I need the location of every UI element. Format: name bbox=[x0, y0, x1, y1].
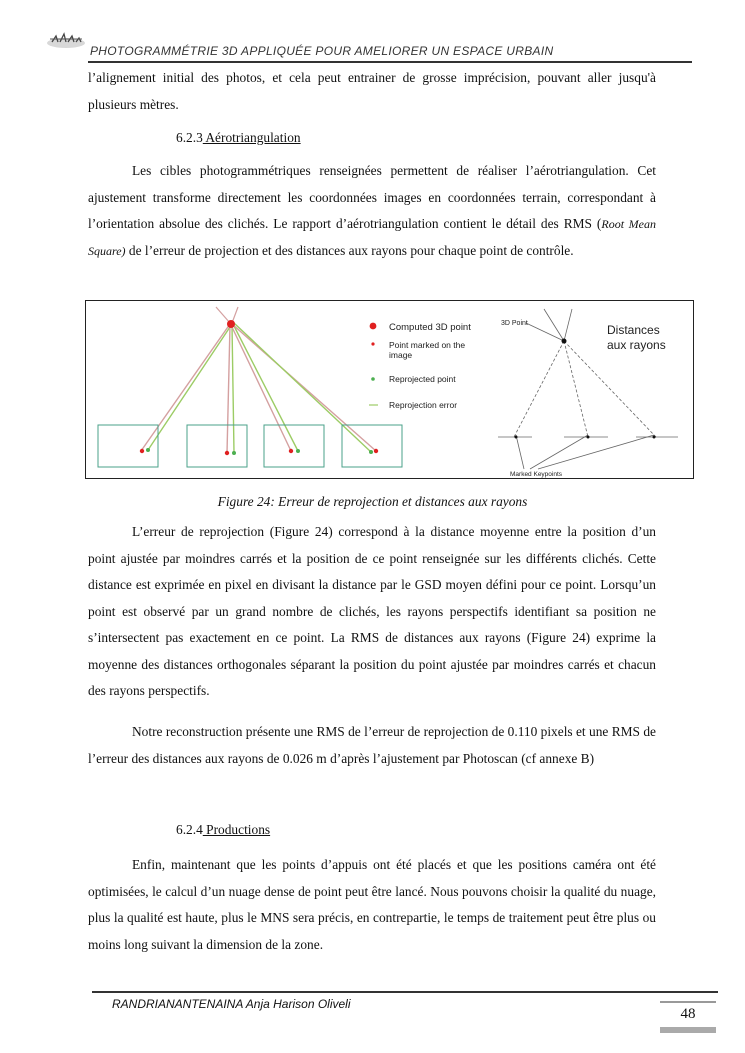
paragraph-emphasis: Root Mean Square) bbox=[88, 217, 656, 258]
legend-marked-label-cont: image bbox=[389, 350, 413, 360]
legend-computed-label: Computed 3D point bbox=[389, 322, 471, 333]
section-title: Aérotriangulation bbox=[202, 130, 301, 145]
header-rule bbox=[88, 61, 692, 63]
legend-marked-icon bbox=[371, 342, 374, 345]
figure-diagram bbox=[86, 301, 693, 478]
paragraph-aerotriangulation bbox=[88, 158, 656, 264]
page-number-bar bbox=[660, 1027, 716, 1033]
3d-point-marker bbox=[562, 339, 567, 344]
paragraph-reprojection-error: L’erreur de reprojection (Figure 24) correspond à la distance moyenne entre la position d’un point ajustée par moindres carrés et la position de ce point renseignée sur les différents clichés. Cette distance est exprimée en pixel en divisant la distance par le GSD moyen défini pour ce point. Lorsqu’un point est observé par un grand nombre de clichés, les rayons perspectifs identifiant sa position ne s’intersectent pas exactement en ce point. La RMS de distances aux rayons (Figure 24) exprime la moyenne des distances orthogonales séparant la position du point ajustée par moindres carrés et chacun des rayons perspectifs. bbox=[88, 524, 656, 698]
header-logo-icon bbox=[46, 30, 86, 50]
page-number: 48 bbox=[680, 1006, 696, 1022]
footer-rule bbox=[92, 991, 718, 993]
paragraph-intro: l’alignement initial des photos, et cela peut entrainer de grosse imprécision, pouvant aller jusqu'à plusieurs mètres. bbox=[88, 70, 656, 112]
reprojection-rays bbox=[141, 307, 376, 453]
label-3d-point: 3D Point bbox=[501, 320, 528, 327]
image-frame bbox=[187, 425, 247, 467]
label-marked-keypoints: Marked Keypoints bbox=[510, 471, 563, 478]
image-frame bbox=[264, 425, 324, 467]
paragraph-text: de l’erreur de projection et des distances aux rayons pour chaque point de contrôle. bbox=[125, 242, 574, 258]
figure-caption: Figure 24: Erreur de reprojection et distances aux rayons bbox=[217, 494, 528, 509]
label-aux-rayons: aux rayons bbox=[607, 338, 666, 352]
section-number: 6.2.3 bbox=[176, 130, 203, 145]
legend-marked-label: Point marked on the bbox=[389, 340, 466, 350]
header-title: PHOTOGRAMMÉTRIE 3D APPLIQUÉE POUR AMELIORER UN ESPACE URBAIN bbox=[90, 44, 554, 58]
paragraph-text: Les cibles photogrammétriques renseignées permettent de réaliser l’aérotriangulation. Cet ajustement transforme directement les coordonnées images en coordonnées terrain, correspondant à l’orientation absolue des clichés. Le rapport d’aérotriangulation contient le détail des RMS ( bbox=[88, 163, 656, 231]
legend-reprojected-icon bbox=[371, 377, 375, 381]
legend-error-label: Reprojection error bbox=[389, 400, 458, 410]
footer-author: RANDRIANANTENAINA Anja Harison Oliveli bbox=[112, 997, 351, 1011]
page-number-rule bbox=[660, 1001, 716, 1003]
section-number: 6.2.4 bbox=[176, 822, 203, 837]
legend-computed-icon bbox=[370, 323, 377, 330]
computed-point-marker bbox=[227, 320, 235, 328]
page-number-box bbox=[660, 1001, 716, 1033]
label-distances: Distances bbox=[607, 323, 660, 337]
figure-reprojection bbox=[85, 300, 694, 479]
section-heading-aerotriangulation bbox=[176, 130, 301, 146]
paragraph-productions: Enfin, maintenant que les points d’appuis ont été placés et que les positions caméra ont été optimisées, le calcul d’un nuage dense de point peut être lancé. Nous pouvons choisir la qualité du nuage, plus la qualité est haute, plus le MNS sera précis, en contrepartie, le temps de traitement peut être plus ou moins long suivant la dimension de la zone. bbox=[88, 857, 656, 952]
image-frame bbox=[342, 425, 402, 467]
legend-reprojected-label: Reprojected point bbox=[389, 374, 456, 384]
section-heading-productions bbox=[176, 822, 270, 838]
section-title: Productions bbox=[202, 822, 271, 837]
image-frame bbox=[98, 425, 158, 467]
paragraph-rms-results: Notre reconstruction présente une RMS de l’erreur de reprojection de 0.110 pixels et une RMS de l’erreur des distances aux rayons de 0.026 m d’après l’ajustement par Photoscan (cf annexe B) bbox=[88, 724, 656, 766]
